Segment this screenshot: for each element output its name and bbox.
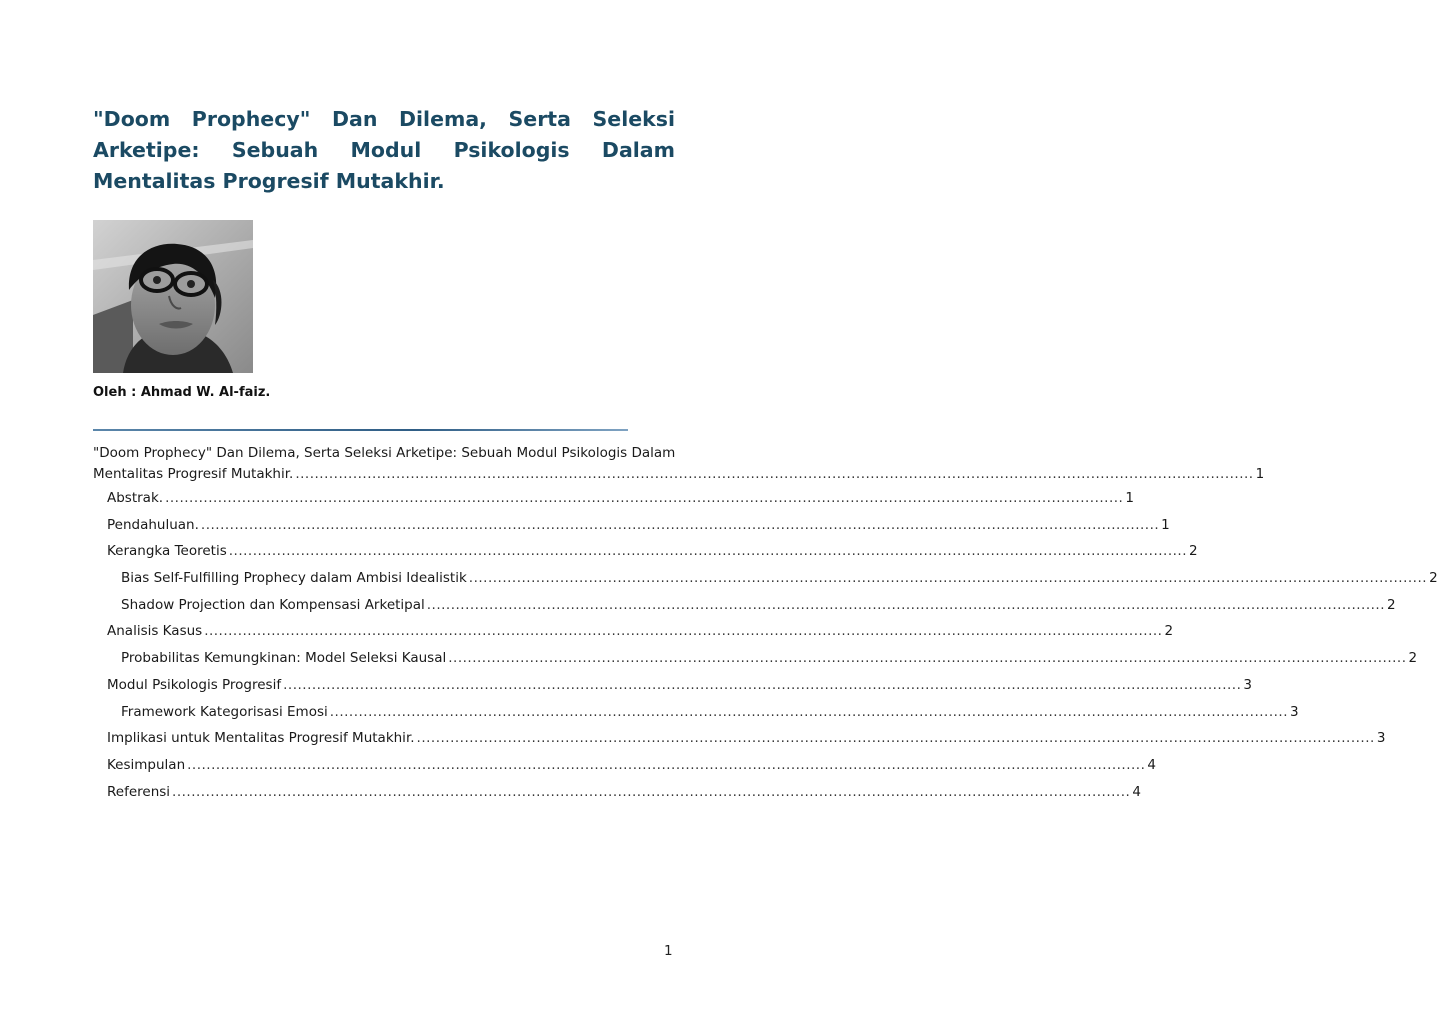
toc-entry-label-line1: "Doom Prophecy" Dan Dilema, Serta Seleksi Arketipe: Sebuah Modul Psikologis Dalam [93, 445, 676, 461]
toc-entry[interactable] [93, 565, 1438, 592]
toc-dot-leader: ........................................................................................................................................................................................................ [295, 466, 1254, 482]
author-photo [93, 220, 253, 373]
toc-dot-leader: ........................................................................................................................................................................................................ [448, 650, 1407, 667]
toc-entry-main-title[interactable] [93, 444, 1265, 485]
toc-entry-label: Framework Kategorisasi Emosi [121, 703, 328, 720]
toc-dot-leader: ........................................................................................................................................................................................................ [228, 543, 1187, 560]
toc-dot-leader: ........................................................................................................................................................................................................ [172, 783, 1131, 800]
toc-entry-label: Pendahuluan. [107, 516, 199, 533]
toc-entry-page: 4 [1147, 756, 1156, 773]
toc-entry-page: 3 [1290, 703, 1299, 720]
toc-entry-label: Shadow Projection dan Kompensasi Arketipal [121, 596, 425, 613]
toc-entry-page: 1 [1125, 490, 1134, 506]
document-title: "Doom Prophecy" Dan Dilema, Serta Seleksi Arketipe: Sebuah Modul Psikologis Dalam Mentalitas Progresif Mutakhir. [93, 107, 675, 193]
toc-entry-page: 3 [1243, 676, 1252, 693]
toc-entry-label-line2: Mentalitas Progresif Mutakhir. [93, 466, 294, 482]
author-portrait-image [93, 220, 253, 373]
toc-entry[interactable] [93, 779, 1141, 806]
toc-entry[interactable] [93, 725, 1386, 752]
toc-entry-page: 3 [1376, 730, 1386, 747]
toc-entry-label: Bias Self-Fulfilling Prophecy dalam Ambisi Idealistik [121, 570, 467, 587]
toc-entry-page: 2 [1164, 623, 1174, 640]
toc-dot-leader: ........................................................................................................................................................................................................ [283, 676, 1242, 693]
toc-entry-page: 4 [1132, 783, 1141, 800]
toc-entry-label: Kerangka Teoretis [107, 543, 227, 560]
toc-entry-page: 2 [1189, 543, 1198, 560]
toc-entry-page: 2 [1387, 596, 1396, 613]
table-of-contents [93, 444, 1438, 805]
toc-entry[interactable] [93, 485, 1134, 512]
toc-entry-label: Kesimpulan [107, 756, 186, 773]
section-divider [93, 429, 628, 431]
page-number: 1 [664, 943, 673, 959]
toc-entry[interactable] [93, 618, 1174, 645]
toc-entry-label: Analisis Kasus [107, 623, 203, 640]
toc-entry-page: 2 [1408, 650, 1418, 667]
author-byline: Oleh : Ahmad W. Al-faiz. [93, 385, 271, 400]
toc-entry[interactable] [93, 699, 1299, 726]
toc-entry-label: Implikasi untuk Mentalitas Progresif Mutakhir. [107, 730, 415, 747]
toc-entry-label: Modul Psikologis Progresif [107, 676, 282, 693]
toc-dot-leader: ........................................................................................................................................................................................................ [165, 490, 1124, 506]
toc-dot-leader: ........................................................................................................................................................................................................ [200, 516, 1160, 533]
toc-entry-label: Probabilitas Kemungkinan: Model Seleksi Kausal [121, 650, 447, 667]
toc-entry-page: 2 [1429, 570, 1438, 587]
toc-dot-leader: ........................................................................................................................................................................................................ [426, 596, 1386, 613]
toc-entry[interactable] [93, 592, 1396, 619]
toc-dot-leader: ........................................................................................................................................................................................................ [468, 570, 1428, 587]
toc-entry-label: Abstrak. [107, 490, 164, 506]
toc-entry-page: 1 [1161, 516, 1170, 533]
toc-entry[interactable] [93, 512, 1170, 539]
toc-entry[interactable] [93, 538, 1198, 565]
toc-entry-page: 1 [1255, 466, 1265, 482]
toc-dot-leader: ........................................................................................................................................................................................................ [187, 756, 1146, 773]
toc-entry[interactable] [93, 645, 1418, 672]
toc-dot-leader: ........................................................................................................................................................................................................ [416, 730, 1375, 747]
toc-entry[interactable] [93, 672, 1252, 699]
toc-entry[interactable] [93, 752, 1156, 779]
toc-dot-leader: ........................................................................................................................................................................................................ [329, 703, 1289, 720]
toc-dot-leader: ........................................................................................................................................................................................................ [204, 623, 1163, 640]
toc-entry-label: Referensi [107, 783, 171, 800]
